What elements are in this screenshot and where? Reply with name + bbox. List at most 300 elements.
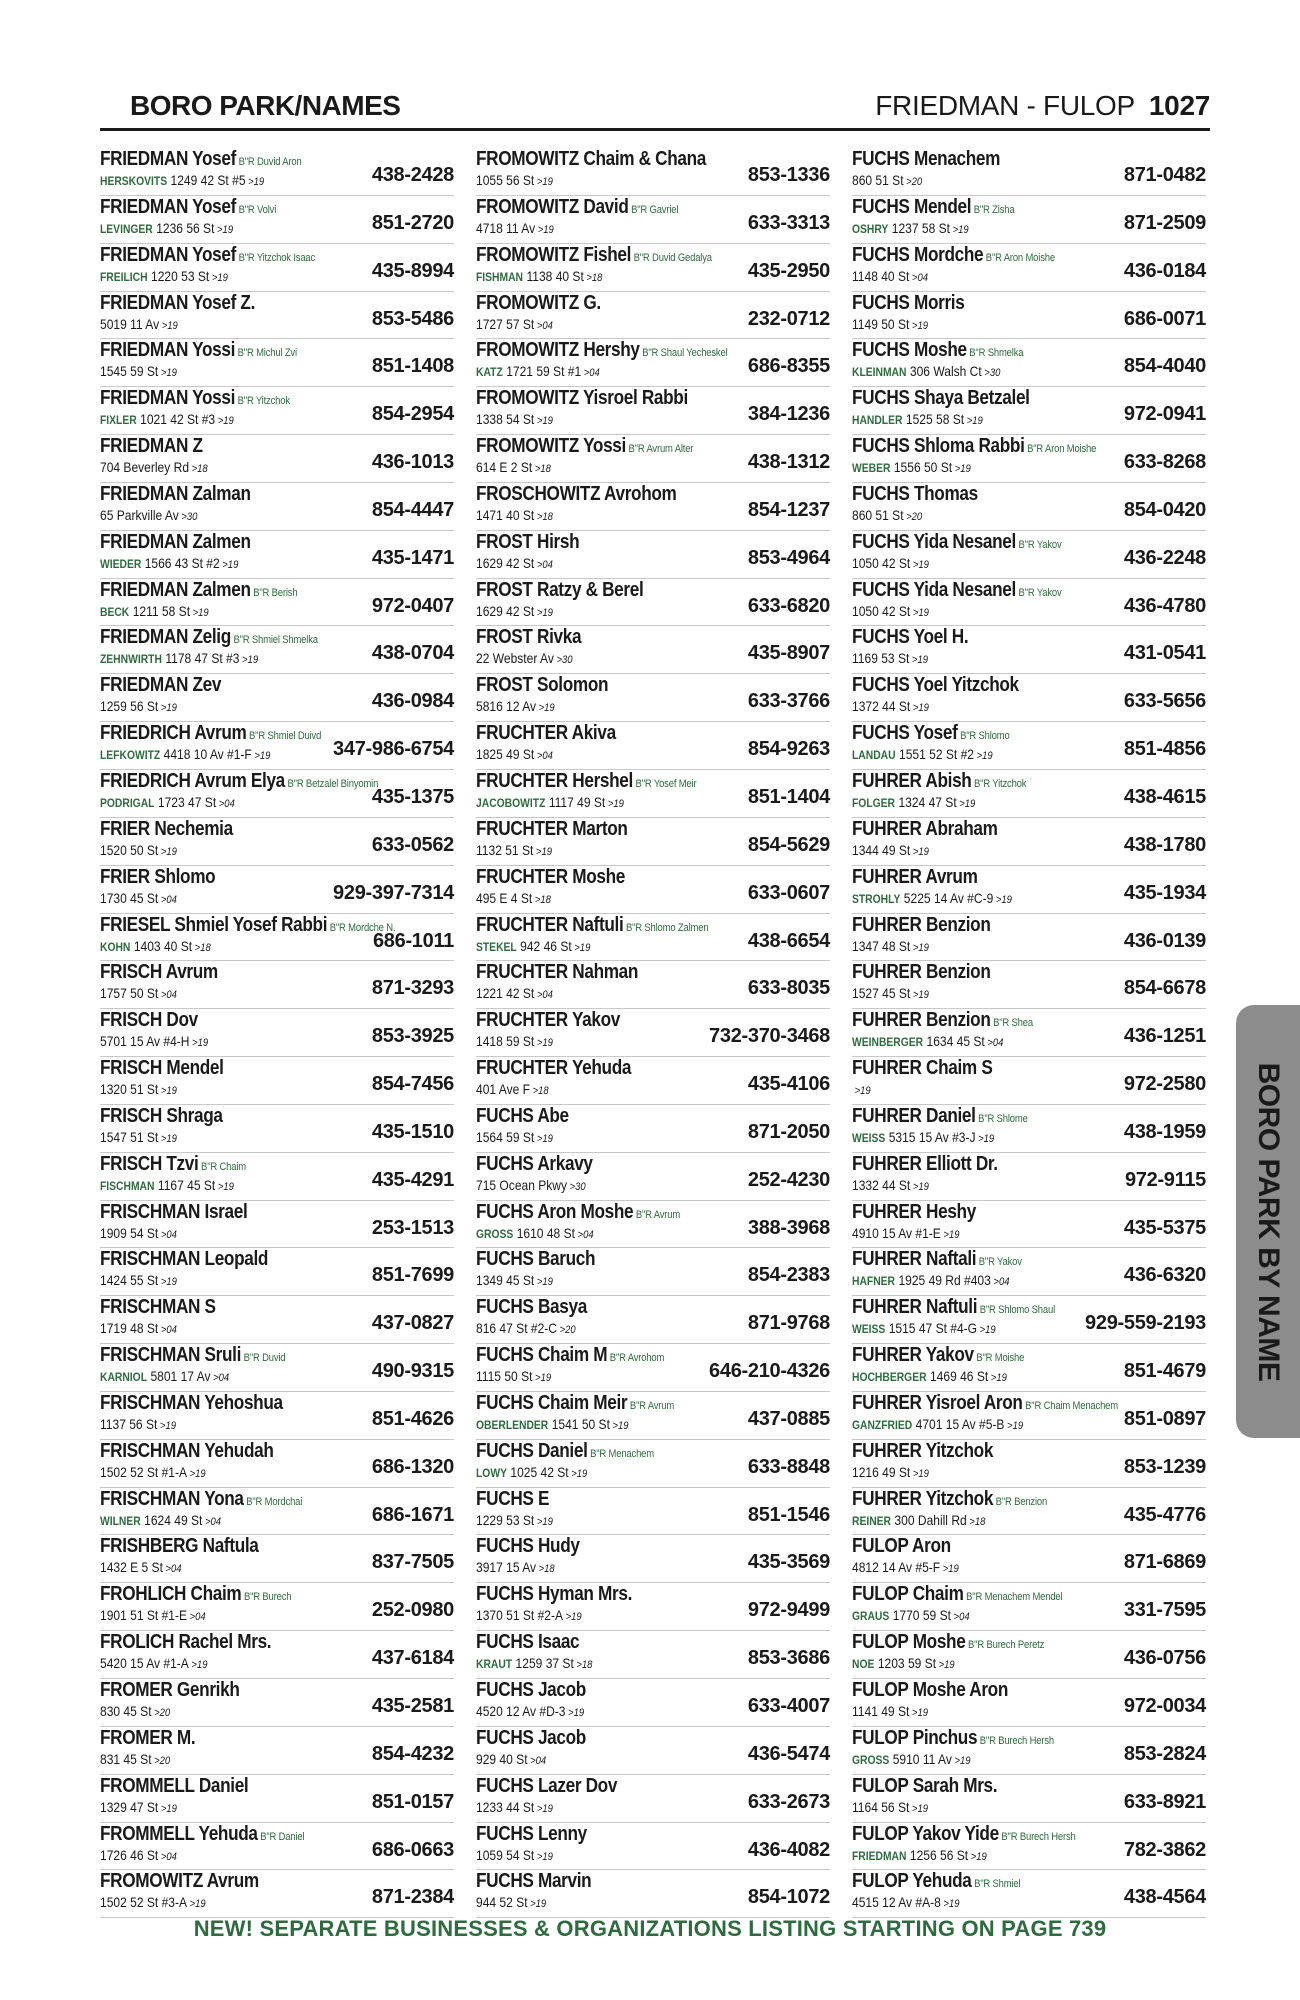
listing-phone: 972-0941 — [1123, 403, 1206, 426]
listing-address-line — [852, 1367, 1007, 1387]
listing-zip: >04 — [536, 750, 553, 763]
listing-zip: >19 — [565, 1611, 582, 1624]
listing-entry — [100, 1153, 454, 1201]
page-header — [100, 88, 1210, 128]
listing-zip: >19 — [160, 1085, 177, 1098]
listing-name-line — [476, 579, 643, 601]
listing-maiden-name: FOLGER — [852, 795, 895, 810]
listing-address: 1545 59 St — [100, 363, 159, 380]
listing-phone: 437-0827 — [371, 1312, 454, 1335]
listing-address-line — [100, 602, 209, 622]
listing-name-line — [476, 387, 688, 409]
listing-address: 1329 47 St — [100, 1798, 159, 1815]
listing-phone: 854-2954 — [371, 403, 454, 426]
listing-name-line — [852, 914, 991, 936]
listing-name: FUCHS Isaac — [476, 1631, 580, 1654]
listing-name-line — [852, 1296, 1055, 1321]
listing-entry — [852, 339, 1206, 387]
listing-address-line — [100, 745, 270, 765]
listing-address: 1237 58 St — [891, 219, 951, 236]
listing-address-line — [476, 1319, 576, 1339]
listing-address: 816 47 St #2-C — [476, 1320, 557, 1337]
listing-address-line — [476, 554, 553, 574]
listing-name-line — [100, 579, 297, 604]
listing-entry — [100, 435, 454, 483]
listing-zip: >18 — [194, 941, 211, 954]
listing-phone: 633-8268 — [1123, 451, 1206, 474]
listing-address: 1726 46 St — [100, 1846, 159, 1863]
listing-zip: >19 — [211, 271, 228, 284]
listing-name: FRISCHMAN S — [100, 1296, 216, 1319]
listing-name-line — [852, 1009, 1033, 1034]
listing-address-line — [852, 793, 975, 813]
listing-phone: 436-4780 — [1123, 594, 1206, 617]
listing-address-line — [476, 219, 554, 239]
listing-name-line — [852, 1679, 1008, 1701]
listing-address: 1719 48 St — [100, 1320, 159, 1337]
listing-maiden-name: WEINBERGER — [852, 1035, 924, 1050]
listing-address-line — [476, 1558, 555, 1578]
listing-entry — [852, 148, 1206, 196]
listing-entry — [100, 1057, 454, 1105]
listing-phone: 232-0712 — [747, 307, 830, 330]
listing-name: FRISCH Dov — [100, 1009, 198, 1032]
listing-maiden-name: KATZ — [476, 365, 503, 380]
listing-address: 4701 15 Av #5-B — [915, 1415, 1005, 1432]
listing-zip: >19 — [912, 941, 929, 954]
listing-name-line — [100, 1296, 216, 1318]
listing-address-line — [852, 1750, 971, 1770]
listing-name: FRIEDMAN Yossi — [100, 387, 236, 410]
listing-phone: 438-4615 — [1123, 785, 1206, 808]
listing-address-line — [476, 889, 551, 909]
listing-zip: >19 — [954, 1754, 971, 1767]
listing-zip: >04 — [953, 1611, 970, 1624]
listing-name-line — [476, 1775, 617, 1797]
listing-address-line — [100, 1128, 177, 1148]
listing-phone: 686-1011 — [372, 929, 454, 952]
listing-entry — [852, 1296, 1206, 1344]
listing-zip: >19 — [1007, 1419, 1024, 1432]
listing-name: FUHRER Benzion — [852, 1009, 991, 1032]
listing-entry — [476, 579, 830, 627]
listing-name-line — [100, 1105, 223, 1127]
listing-name-line — [476, 1870, 591, 1892]
listing-address-line — [852, 315, 928, 335]
listing-phone: 851-7699 — [371, 1264, 454, 1287]
listing-phone: 782-3862 — [1123, 1838, 1206, 1861]
listing-maiden-name: KRAUT — [476, 1657, 513, 1672]
listing-name-line — [852, 626, 968, 648]
listing-address: 1520 50 St — [100, 841, 159, 858]
listing-phone: 851-1404 — [747, 785, 830, 808]
listing-name: FROMOWITZ Yisroel Rabbi — [476, 387, 688, 410]
listing-address-line — [476, 1893, 546, 1913]
listing-address: 1471 40 St — [476, 506, 535, 523]
listing-address: 1332 44 St — [852, 1176, 911, 1193]
listing-name: FRUCHTER Akiva — [476, 722, 616, 745]
listing-phone: 853-3925 — [371, 1025, 454, 1048]
listing-zip: >04 — [583, 367, 600, 380]
listing-zip: >18 — [191, 463, 208, 476]
listing-zip: >30 — [569, 1180, 586, 1193]
listing-name: FRIEDMAN Yosef — [100, 195, 236, 218]
listing-address-line — [100, 1511, 221, 1531]
listing-patronymic: B"R Volvi — [238, 203, 277, 216]
listing-zip: >19 — [217, 223, 234, 236]
listing-name: FROSCHOWITZ Avrohom — [476, 482, 677, 505]
listing-phone: 972-2580 — [1123, 1073, 1206, 1096]
listing-name-line — [476, 339, 728, 364]
listing-name-line — [852, 1488, 1047, 1513]
listing-address-line — [476, 1415, 629, 1435]
listing-maiden-name: STEKEL — [476, 939, 517, 954]
listing-address-line — [852, 171, 922, 191]
listing-phone: 854-9263 — [747, 738, 830, 761]
listing-address: 1347 48 St — [852, 937, 911, 954]
listing-name-line — [100, 1535, 259, 1557]
listing-entry — [476, 1631, 830, 1679]
listing-zip: >20 — [154, 1754, 171, 1767]
listing-address: 1629 42 St — [476, 602, 535, 619]
listing-phone: 853-5486 — [371, 307, 454, 330]
listing-zip: >19 — [952, 223, 969, 236]
listing-name: FRISCH Avrum — [100, 961, 218, 984]
listing-zip: >19 — [911, 654, 928, 667]
listing-entry — [852, 914, 1206, 962]
listing-address-line — [476, 1128, 553, 1148]
listing-entry — [476, 1105, 830, 1153]
listing-name: FUHRER Heshy — [852, 1200, 976, 1223]
listing-phone: 929-397-7314 — [333, 881, 454, 904]
listing-address-line — [476, 506, 553, 526]
listing-entry — [476, 818, 830, 866]
listing-entry — [100, 1631, 454, 1679]
listing-zip: >19 — [536, 606, 553, 619]
listing-phone: 851-2720 — [371, 211, 454, 234]
listing-address: 1469 46 St — [929, 1368, 989, 1385]
listing-entry — [852, 818, 1206, 866]
listing-address: 5801 17 Av — [150, 1368, 211, 1385]
listing-phone: 436-2248 — [1123, 546, 1206, 569]
listing-name-line — [852, 483, 978, 505]
listing-zip: >19 — [192, 1037, 209, 1050]
listing-address: 1901 51 St #1-E — [100, 1607, 188, 1624]
listing-zip: >19 — [990, 1372, 1007, 1385]
listing-address: 1050 42 St — [852, 602, 911, 619]
listing-name: FRIEDMAN Zalmen — [100, 578, 251, 601]
listing-name: FRUCHTER Hershel — [476, 769, 633, 792]
listing-name: FUCHS Abe — [476, 1104, 569, 1127]
listing-address: 1730 45 St — [100, 889, 159, 906]
listing-address: 1229 53 St — [476, 1511, 535, 1528]
listing-name-line — [476, 1153, 593, 1175]
listing-entry — [476, 961, 830, 1009]
listing-zip: >04 — [987, 1037, 1004, 1050]
listing-address-line — [476, 1224, 594, 1244]
listing-address-line — [100, 1654, 207, 1674]
listing-entry — [476, 1679, 830, 1727]
listing-name: FROST Solomon — [476, 674, 609, 697]
listing-zip: >30 — [556, 654, 573, 667]
listing-phone: 252-0980 — [371, 1599, 454, 1622]
listing-phone: 633-3313 — [747, 211, 830, 234]
listing-zip: >19 — [976, 750, 993, 763]
listing-phone: 854-4232 — [371, 1742, 454, 1765]
listing-phone: 435-4291 — [371, 1168, 454, 1191]
listing-phone: 633-8848 — [747, 1455, 830, 1478]
listing-patronymic: B"R Betzalel Binyomin — [287, 777, 379, 790]
listing-zip: >19 — [912, 989, 929, 1002]
listing-address: 860 51 St — [852, 172, 904, 188]
listing-address: 1515 47 St #4-G — [888, 1320, 978, 1337]
listing-column-1 — [100, 148, 454, 1918]
listing-maiden-name: HAFNER — [852, 1274, 895, 1289]
listing-maiden-name: OBERLENDER — [476, 1417, 549, 1432]
listing-phone: 854-1072 — [747, 1886, 830, 1909]
listing-address: 1167 45 St — [157, 1176, 216, 1193]
name-range: FRIEDMAN - FULOP — [875, 90, 1135, 121]
listing-entry — [852, 1583, 1206, 1631]
listing-entry — [100, 1583, 454, 1631]
listing-address-line — [852, 1654, 955, 1674]
listing-name-line — [100, 483, 251, 505]
listing-phone: 686-1671 — [371, 1503, 454, 1526]
listing-zip: >19 — [943, 1898, 960, 1911]
listing-entry — [100, 148, 454, 196]
listing-address-line — [100, 554, 238, 574]
listing-zip: >19 — [191, 1659, 208, 1672]
listing-zip: >20 — [906, 510, 923, 523]
listing-name-line — [852, 722, 1010, 747]
section-side-tab[interactable] — [1236, 1005, 1300, 1438]
listing-maiden-name: WILNER — [100, 1513, 141, 1528]
listing-address: 1138 40 St — [526, 267, 584, 284]
listing-entry — [476, 292, 830, 340]
listing-name: FUHRER Abraham — [852, 817, 998, 840]
listing-name: FROST Rivka — [476, 626, 582, 649]
listing-zip: >19 — [248, 176, 265, 188]
listing-name-line — [100, 1392, 283, 1414]
listing-entry — [476, 1535, 830, 1583]
listing-phone: 853-1336 — [747, 164, 830, 186]
listing-name: FROMMELL Daniel — [100, 1774, 249, 1797]
listing-name: FULOP Chaim — [852, 1583, 964, 1606]
listing-entry — [100, 387, 454, 435]
listing-phone: 438-4564 — [1123, 1886, 1206, 1909]
listing-entry — [100, 1823, 454, 1871]
listing-address-line — [100, 1224, 177, 1244]
listing-zip: >19 — [536, 1132, 553, 1145]
listing-entry — [100, 1344, 454, 1392]
listing-entry — [476, 244, 830, 292]
listing-entry — [476, 1488, 830, 1536]
listing-entry — [100, 722, 454, 770]
listing-address-line — [100, 506, 197, 526]
listing-name: FUHRER Daniel — [852, 1104, 976, 1127]
listing-entry — [476, 1201, 830, 1249]
listing-entry — [852, 1105, 1206, 1153]
listing-address-line — [100, 1415, 176, 1435]
listing-address: 1021 42 St #3 — [140, 411, 216, 428]
listing-address: 4515 12 Av #A-8 — [852, 1894, 941, 1911]
listing-address: 5910 11 Av — [892, 1750, 952, 1767]
listing-zip: >19 — [160, 845, 177, 858]
listing-address-line — [476, 362, 600, 382]
listing-phone: 388-3968 — [747, 1216, 830, 1239]
listing-entry — [100, 1679, 454, 1727]
listing-name: FUCHS Shloma Rabbi — [852, 435, 1025, 458]
listing-name: FRISHBERG Naftula — [100, 1535, 259, 1558]
listing-patronymic: B"R Shlome — [978, 1112, 1028, 1125]
listing-zip: >19 — [242, 654, 259, 667]
listing-phone: 436-1251 — [1123, 1025, 1206, 1048]
listing-entry — [852, 1392, 1206, 1440]
listing-name-line — [100, 866, 215, 888]
listing-patronymic: B"R Yakov — [978, 1256, 1022, 1269]
listing-name: FUCHS Mendel — [852, 195, 972, 218]
listing-address-line — [100, 1319, 177, 1339]
listing-name: FROMMELL Yehuda — [100, 1822, 258, 1845]
listing-name: FUCHS Basya — [476, 1296, 587, 1319]
listing-patronymic: B"R Burech Hersh — [979, 1734, 1054, 1747]
listing-entry — [100, 1775, 454, 1823]
listing-address: 831 45 St — [100, 1750, 152, 1767]
listing-patronymic: B"R Shaul Yecheskel — [642, 347, 728, 360]
listing-entry — [476, 1727, 830, 1775]
listing-address: 1721 59 St #1 — [506, 363, 582, 380]
listing-patronymic: B"R Yakov — [1018, 538, 1062, 551]
listing-entry — [100, 1201, 454, 1249]
listing-maiden-name: HANDLER — [852, 413, 903, 428]
listing-entry — [100, 1009, 454, 1057]
listing-name-line — [100, 818, 233, 840]
listing-address: 614 E 2 St — [476, 459, 533, 476]
listing-patronymic: B"R Mordchai — [246, 1495, 303, 1508]
listing-name-line — [476, 244, 712, 269]
listing-phone: 686-8355 — [747, 355, 830, 378]
side-tab-label: BORO PARK BY NAME — [1252, 1062, 1285, 1381]
listing-address-line — [100, 1176, 234, 1196]
header-rule — [100, 128, 1210, 131]
listing-address-line — [852, 1319, 996, 1339]
listing-name-line — [852, 435, 1096, 460]
listing-maiden-name: NOE — [852, 1657, 875, 1672]
listing-zip: >18 — [532, 1085, 549, 1098]
listing-name-line — [476, 531, 579, 553]
listing-zip: >19 — [192, 606, 209, 619]
listing-zip: >18 — [576, 1659, 593, 1672]
listing-name: FUCHS Moshe — [852, 339, 967, 362]
listing-phone: 435-1375 — [371, 785, 454, 808]
listing-address: 495 E 4 St — [476, 889, 533, 906]
listing-address-line — [476, 602, 553, 622]
listing-address: 1502 52 St #1-A — [100, 1463, 188, 1480]
listing-entry — [100, 818, 454, 866]
listing-zip: >18 — [538, 1563, 555, 1576]
listing-name-line — [476, 770, 696, 795]
listing-entry — [852, 1344, 1206, 1392]
listing-phone: 435-1934 — [1123, 881, 1206, 904]
listing-name-line — [476, 818, 628, 840]
listing-entry — [476, 339, 830, 387]
listing-entry — [100, 1248, 454, 1296]
listing-address: 300 Dahill Rd — [894, 1511, 967, 1528]
listing-patronymic: B"R Shlomo — [960, 730, 1010, 743]
listing-patronymic: B"R Yitzchok — [237, 395, 290, 408]
listing-entry — [852, 1631, 1206, 1679]
listing-address-line — [852, 649, 928, 669]
footer-notice: NEW! SEPARATE BUSINESSES & ORGANIZATIONS LISTING STARTING ON PAGE 739 — [193, 1916, 1107, 1941]
listing-phone: 490-9315 — [371, 1360, 454, 1383]
listing-phone: 854-4447 — [371, 498, 454, 521]
listing-phone: 438-1780 — [1123, 833, 1206, 856]
listing-address-line — [476, 745, 553, 765]
listing-maiden-name: FISCHMAN — [100, 1178, 155, 1193]
listing-address-line — [852, 1798, 928, 1818]
listing-entry — [100, 674, 454, 722]
listing-zip: >19 — [954, 463, 971, 476]
listing-address: 1556 50 St — [893, 459, 953, 476]
listing-entry — [476, 1009, 830, 1057]
listing-address-line — [476, 267, 602, 287]
listing-name-line — [476, 1583, 632, 1605]
listing-name: FRUCHTER Nahman — [476, 961, 639, 984]
listing-name: FRISCHMAN Sruli — [100, 1344, 242, 1367]
listing-name: FUCHS Arkavy — [476, 1152, 593, 1175]
listing-zip: >19 — [222, 558, 239, 571]
listing-address-line — [476, 841, 552, 861]
listing-address-line — [100, 1606, 206, 1626]
listing-name: FUHRER Abish — [852, 769, 972, 792]
listing-phone: 853-4964 — [747, 546, 830, 569]
listing-zip: >04 — [165, 1563, 182, 1576]
listing-name-line — [852, 1870, 1020, 1895]
listing-zip: >19 — [912, 845, 929, 858]
listing-zip: >19 — [160, 1276, 177, 1289]
listing-name-line — [100, 626, 318, 651]
listing-entry — [476, 1344, 830, 1392]
listing-entry — [852, 674, 1206, 722]
listing-name-line — [476, 1535, 580, 1557]
listing-address: 1403 40 St — [133, 937, 193, 954]
listing-address-line — [852, 1511, 985, 1531]
listing-name: FUCHS Hudy — [476, 1535, 580, 1558]
listing-zip: >04 — [536, 319, 553, 332]
listing-name: FUHRER Benzion — [852, 961, 991, 984]
listing-name-line — [100, 1153, 246, 1178]
listing-address-line — [852, 1558, 959, 1578]
listing-name: FRIEDMAN Yosef — [100, 243, 236, 266]
listing-name: FRIEDMAN Zev — [100, 674, 222, 697]
listing-phone: 435-2950 — [747, 259, 830, 282]
listing-name: FRISCHMAN Israel — [100, 1200, 248, 1223]
listing-name: FROMER Genrikh — [100, 1679, 240, 1701]
listing-zip: >19 — [942, 1563, 959, 1576]
listing-phone: 437-0885 — [747, 1407, 830, 1430]
listing-address-line — [476, 1846, 553, 1866]
listing-zip: >19 — [943, 1228, 960, 1241]
listing-name-line — [852, 1583, 1062, 1608]
listing-zip: >04 — [536, 989, 553, 1002]
listing-patronymic: B"R Berish — [253, 586, 298, 599]
listing-maiden-name: KLEINMAN — [852, 365, 907, 380]
listing-phone: 851-4856 — [1123, 738, 1206, 761]
listing-name-line — [100, 770, 378, 795]
listing-name: FUHRER Chaim S — [852, 1057, 993, 1080]
listing-maiden-name: WEISS — [852, 1130, 886, 1145]
listing-zip: >19 — [538, 702, 555, 715]
